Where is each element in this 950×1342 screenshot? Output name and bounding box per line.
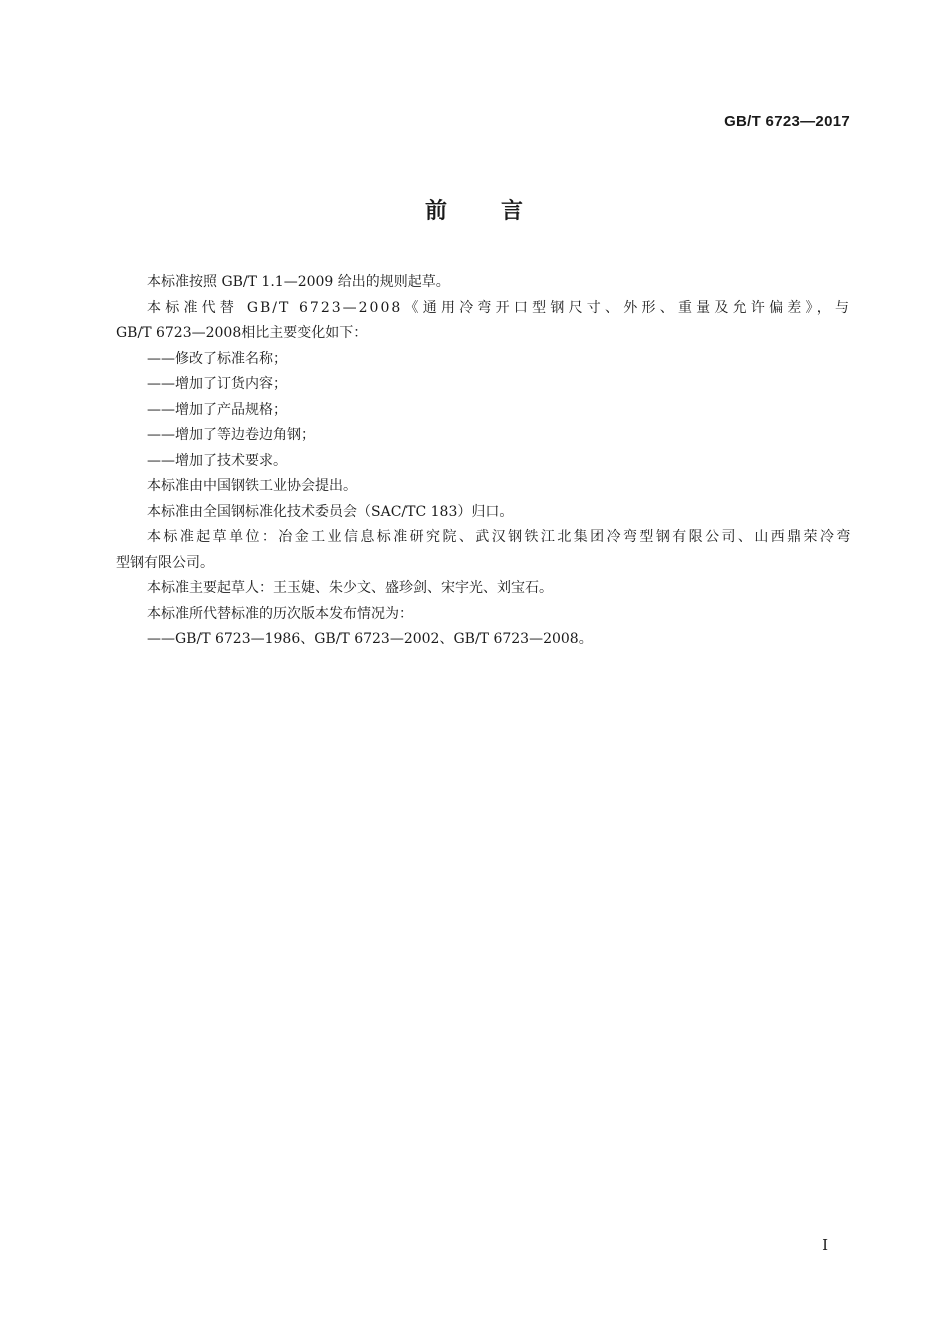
foreword-body — [116, 270, 851, 653]
paragraph-drafting-units-line-1: 本标准起草单位：冶金工业信息标准研究院、武汉钢铁江北集团冷弯型钢有限公司、山西鼎荣冷弯 — [147, 529, 851, 545]
page-number: I — [822, 1236, 828, 1254]
title-char-1: 前 — [424, 199, 449, 224]
change-item: ——增加了产品规格； — [147, 401, 287, 418]
paragraph-history-list: ——GB/T 6723—1986、GB/T 6723—2002、GB/T 6723—2008。 — [147, 631, 593, 647]
standard-number: GB/T 6723—2017 — [724, 113, 850, 130]
paragraph-history-intro: 本标准所代替标准的历次版本发布情况为： — [147, 605, 413, 622]
page-title — [0, 194, 950, 225]
paragraph-proposed-by: 本标准由中国钢铁工业协会提出。 — [147, 478, 357, 494]
change-item: ——增加了技术要求。 — [147, 452, 287, 469]
paragraph-drafting-units-line-2: 型钢有限公司。 — [116, 554, 214, 571]
change-item: ——增加了等边卷边角钢； — [147, 427, 315, 443]
title-char-2: 言 — [501, 199, 526, 224]
paragraph-drafting-rules: 本标准按照 GB/T 1.1—2009 给出的规则起草。 — [147, 274, 450, 290]
paragraph-drafters: 本标准主要起草人：王玉婕、朱少文、盛珍剑、宋宇光、刘宝石。 — [147, 580, 553, 596]
paragraph-under-jurisdiction: 本标准由全国钢标准化技术委员会（SAC/TC 183）归口。 — [147, 503, 514, 520]
change-item: ——增加了订货内容； — [147, 376, 287, 392]
paragraph-replaces-line-1: 本标准代替 GB/T 6723—2008《通用冷弯开口型钢尺寸、外形、重量及允许偏差》，与 — [147, 299, 851, 316]
change-item: ——修改了标准名称； — [147, 350, 287, 367]
paragraph-replaces-line-2: GB/T 6723—2008相比主要变化如下： — [116, 325, 368, 341]
